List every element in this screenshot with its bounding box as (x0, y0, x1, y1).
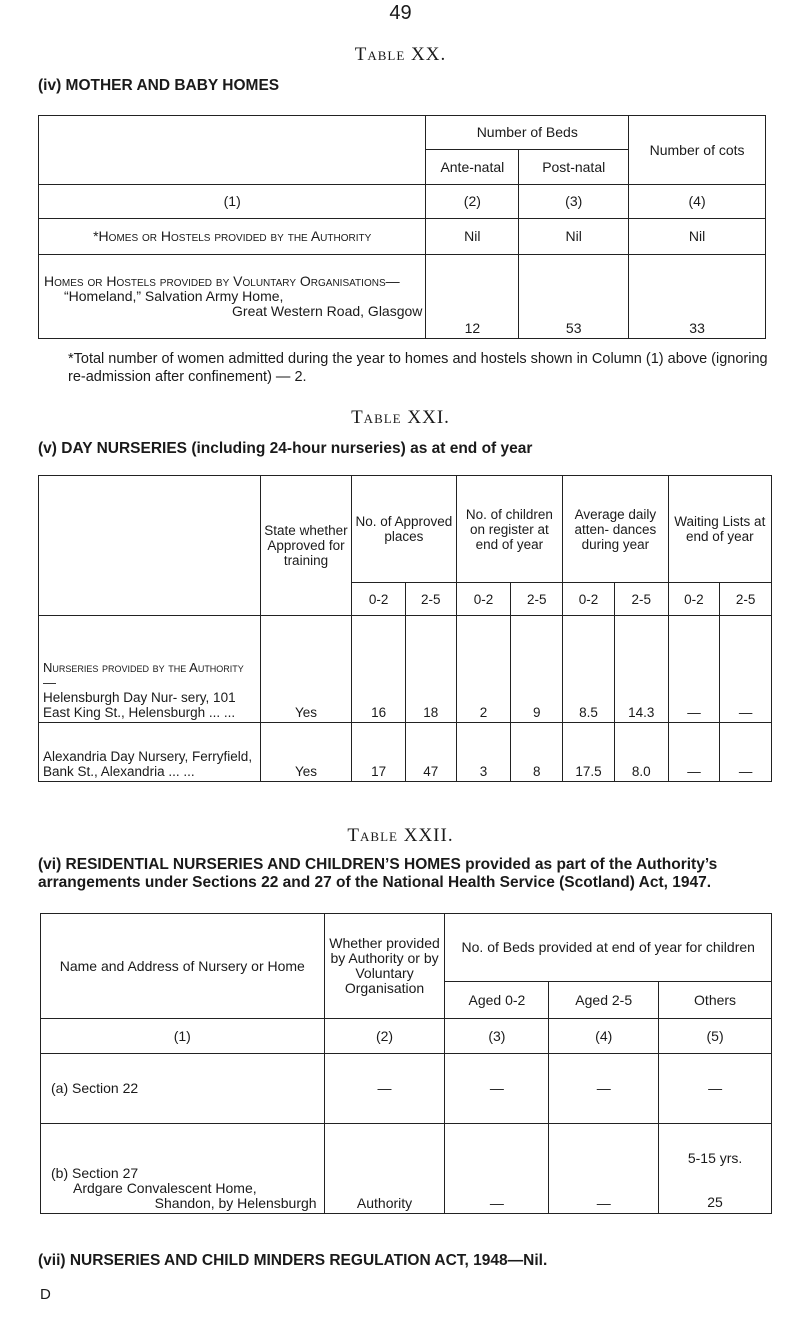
table-21-cell: — (668, 616, 720, 723)
table-22-cell: — (324, 1054, 445, 1124)
table-22-colnum: (2) (324, 1019, 445, 1054)
table-21-cell: 16 (352, 616, 406, 723)
table-20-colnum: (4) (629, 185, 766, 219)
table-21-header-state: State whether Approved for training (260, 476, 351, 616)
ardgare-home-name: Ardgare Convalescent Home, (73, 1180, 257, 1196)
table-21-cell: — (668, 723, 720, 782)
table-22-header-aged-0-2: Aged 0-2 (445, 982, 549, 1019)
helensburgh-nursery-name: Helensburgh Day Nur- sery, 101 East King St., Helensburgh ... ... (43, 690, 236, 720)
table-22-row-section-22-label: (a) Section 22 (41, 1054, 325, 1124)
table-22-cell: — (659, 1054, 772, 1124)
table-21-cell: — (720, 723, 772, 782)
table-22-colnum: (1) (41, 1019, 325, 1054)
table-20-colnum: (3) (519, 185, 629, 219)
table-21-header-waiting: Waiting Lists at end of year (668, 476, 771, 583)
table-21-header-blank (39, 476, 261, 616)
table-22-header-beds: No. of Beds provided at end of year for children (445, 914, 772, 982)
table-22-row-section-27-label (41, 1124, 325, 1214)
table-20 (38, 115, 766, 339)
voluntary-heading: Homes or Hostels provided by Voluntary Organisations— (44, 273, 400, 289)
table-21-age-col: 0-2 (456, 583, 511, 616)
table-21-header-children: No. of children on register at end of year (456, 476, 563, 583)
others-bed-count: 25 (707, 1194, 723, 1210)
table-21-cell: Yes (260, 723, 351, 782)
table-21-age-col: 0-2 (668, 583, 720, 616)
footer-signature-letter: D (40, 1286, 51, 1303)
table-21-cell: 2 (456, 616, 511, 723)
table-22-cell: — (445, 1054, 549, 1124)
table-20-cell: 53 (519, 255, 629, 339)
table-21-age-col: 2-5 (511, 583, 563, 616)
table-21 (38, 475, 772, 782)
authority-nurseries-heading: Nurseries provided by the Authority— (43, 660, 244, 690)
table-20-header-antenatal: Ante-natal (426, 150, 519, 185)
table-21-age-col: 2-5 (614, 583, 668, 616)
section-7-heading: (vii) NURSERIES AND CHILD MINDERS REGULATION ACT, 1948—Nil. (38, 1252, 548, 1269)
table-21-age-col: 0-2 (563, 583, 615, 616)
table-21-age-col: 2-5 (720, 583, 772, 616)
table-20-cell: Nil (629, 219, 766, 255)
table-20-cell: 12 (426, 255, 519, 339)
table-20-colnum: (1) (39, 185, 426, 219)
ardgare-home-address: Shandon, by Helensburgh (154, 1195, 317, 1211)
table-20-header-cots: Number of cots (629, 116, 766, 185)
table-22-cell: — (549, 1124, 659, 1214)
table-22-colnum: (3) (445, 1019, 549, 1054)
table-20-header-beds: Number of Beds (426, 116, 629, 150)
table-20-footnote: *Total number of women admitted during the year to homes and hostels shown in Column (1) above (ignoring re-admission after confinement) — 2. (68, 351, 768, 385)
table-21-header-attendances: Average daily atten- dances during year (563, 476, 668, 583)
voluntary-home-name: “Homeland,” Salvation Army Home, (64, 288, 284, 304)
table-20-cell: Nil (426, 219, 519, 255)
table-20-row-authority-label: *Homes or Hostels provided by the Authority (39, 219, 426, 255)
table-22-header-aged-2-5: Aged 2-5 (549, 982, 659, 1019)
table-22-cell: — (549, 1054, 659, 1124)
table-20-colnum: (2) (426, 185, 519, 219)
table-21-cell: — (720, 616, 772, 723)
table-22-header-whether: Whether provided by Authority or by Voluntary Organisation (324, 914, 445, 1019)
table-20-section-heading: (iv) MOTHER AND BABY HOMES (38, 77, 280, 94)
table-21-cell: 17 (352, 723, 406, 782)
table-22-others-cell (659, 1124, 772, 1214)
table-21-cell: 8.0 (614, 723, 668, 782)
section-27-heading: (b) Section 27 (51, 1165, 139, 1181)
table-22-cell: Authority (324, 1124, 445, 1214)
table-21-cell: 14.3 (614, 616, 668, 723)
table-21-cell: 9 (511, 616, 563, 723)
table-21-age-col: 0-2 (352, 583, 406, 616)
table-20-cell: 33 (629, 255, 766, 339)
table-20-header-blank (39, 116, 426, 185)
table-20-cell: Nil (519, 219, 629, 255)
table-20-row-voluntary-label (39, 255, 426, 339)
table-21-row-alexandria-label: Alexandria Day Nursery, Ferryfield, Bank St., Alexandria ... ... (39, 723, 261, 782)
table-22-caption: Table XXII. (347, 825, 454, 846)
table-21-cell: Yes (260, 616, 351, 723)
table-20-caption: Table XX. (354, 44, 447, 65)
table-22-cell: — (445, 1124, 549, 1214)
table-22-colnum: (5) (659, 1019, 772, 1054)
table-21-caption: Table XXI. (351, 407, 450, 428)
page-number: 49 (389, 2, 412, 24)
table-21-cell: 47 (406, 723, 457, 782)
table-22 (40, 913, 772, 1214)
table-21-header-places: No. of Approved places (352, 476, 456, 583)
table-21-age-col: 2-5 (406, 583, 457, 616)
table-21-cell: 3 (456, 723, 511, 782)
table-22-section-heading: (vi) RESIDENTIAL NURSERIES AND CHILDREN’S HOMES provided as part of the Authority’s arrangements under Sections 22 and 27 of the National Health Service (Scotland) Act, 1947. (38, 856, 718, 891)
table-21-row-helensburgh-label (39, 616, 261, 723)
table-20-header-postnatal: Post-natal (519, 150, 629, 185)
table-22-colnum: (4) (549, 1019, 659, 1054)
table-22-header-name: Name and Address of Nursery or Home (41, 914, 325, 1019)
table-21-cell: 18 (406, 616, 457, 723)
table-22-header-others: Others (659, 982, 772, 1019)
table-21-section-heading: (v) DAY NURSERIES (including 24-hour nurseries) as at end of year (38, 440, 533, 457)
table-21-cell: 17.5 (563, 723, 615, 782)
voluntary-home-address: Great Western Road, Glasgow (232, 303, 423, 319)
table-21-cell: 8.5 (563, 616, 615, 723)
others-age-range-note: 5-15 yrs. (687, 1150, 743, 1166)
table-21-cell: 8 (511, 723, 563, 782)
